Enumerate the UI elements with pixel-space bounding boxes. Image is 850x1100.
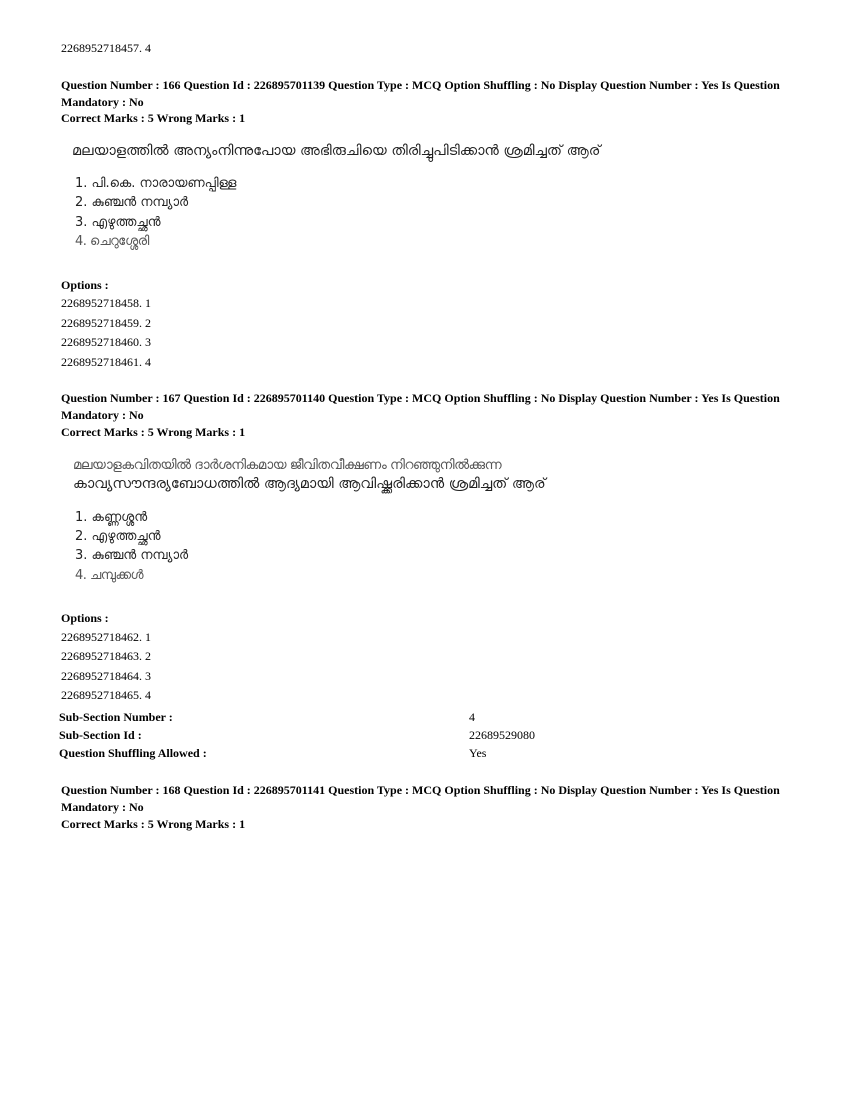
option-line: 2268952718462. 1: [61, 630, 151, 644]
question-marks: Correct Marks : 5 Wrong Marks : 1: [61, 425, 246, 439]
answer-choice: 3. കുഞ്ചൻ നമ്പ്യാർ: [75, 548, 189, 563]
answer-choice: 4. ചമ്പുക്കൾ: [75, 568, 144, 583]
question-text: മലയാളകവിതയിൽ ദാർശനികമായ ജീവിതവീക്ഷണം നിറഞ്ഞുനിൽക്കുന്ന: [73, 457, 502, 473]
option-line: 2268952718463. 2: [61, 649, 151, 663]
answer-choice: 1. പി.കെ. നാരായണപ്പിള്ള: [75, 176, 237, 191]
option-line: 2268952718461. 4: [61, 355, 151, 369]
answer-choice: 2. എഴുത്തച്ഛൻ: [75, 529, 161, 544]
option-line: 2268952718465. 4: [61, 688, 151, 702]
question-shuffling-label: Question Shuffling Allowed :: [59, 746, 207, 760]
answer-choice: 4. ചെറുശ്ശേരി: [75, 234, 149, 249]
question-shuffling-value: Yes: [469, 746, 487, 760]
options-label: Options :: [61, 611, 109, 625]
question-header: Question Number : 167 Question Id : 226895701140 Question Type : MCQ Option Shuffling : No Display Question Number : Yes Is Question Mandatory : No: [61, 391, 780, 422]
answer-choice: 1. കണ്ണശ്ശൻ: [75, 510, 148, 525]
question-marks: Correct Marks : 5 Wrong Marks : 1: [61, 111, 246, 125]
question-header: Question Number : 168 Question Id : 226895701141 Question Type : MCQ Option Shuffling : No Display Question Number : Yes Is Question Mandatory : No: [61, 783, 780, 814]
answer-choice: 2. കുഞ്ചൻ നമ്പ്യാർ: [75, 195, 189, 210]
answer-choice: 3. എഴുത്തച്ഛൻ: [75, 215, 161, 230]
question-marks: Correct Marks : 5 Wrong Marks : 1: [61, 817, 246, 831]
subsection-number-value: 4: [469, 710, 475, 724]
option-line: 2268952718458. 1: [61, 296, 151, 310]
options-label: Options :: [61, 278, 109, 292]
option-line: 2268952718464. 3: [61, 669, 151, 683]
question-header: Question Number : 166 Question Id : 226895701139 Question Type : MCQ Option Shuffling : No Display Question Number : Yes Is Question Mandatory : No: [61, 78, 780, 109]
subsection-number-label: Sub-Section Number :: [59, 710, 173, 724]
option-line: 2268952718457. 4: [61, 41, 151, 55]
question-text: കാവ്യസൗന്ദര്യബോധത്തിൽ ആദ്യമായി ആവിഷ്ക്കരിക്കാൻ ശ്രമിച്ചത് ആര്: [73, 476, 546, 492]
option-line: 2268952718460. 3: [61, 335, 151, 349]
question-text: മലയാളത്തിൽ അന്യംനിന്നുപോയ അഭിരുചിയെ തിരിച്ചുപിടിക്കാൻ ശ്രമിച്ചത് ആര്: [72, 143, 601, 159]
option-line: 2268952718459. 2: [61, 316, 151, 330]
subsection-id-value: 22689529080: [469, 728, 535, 742]
subsection-id-label: Sub-Section Id :: [59, 728, 142, 742]
